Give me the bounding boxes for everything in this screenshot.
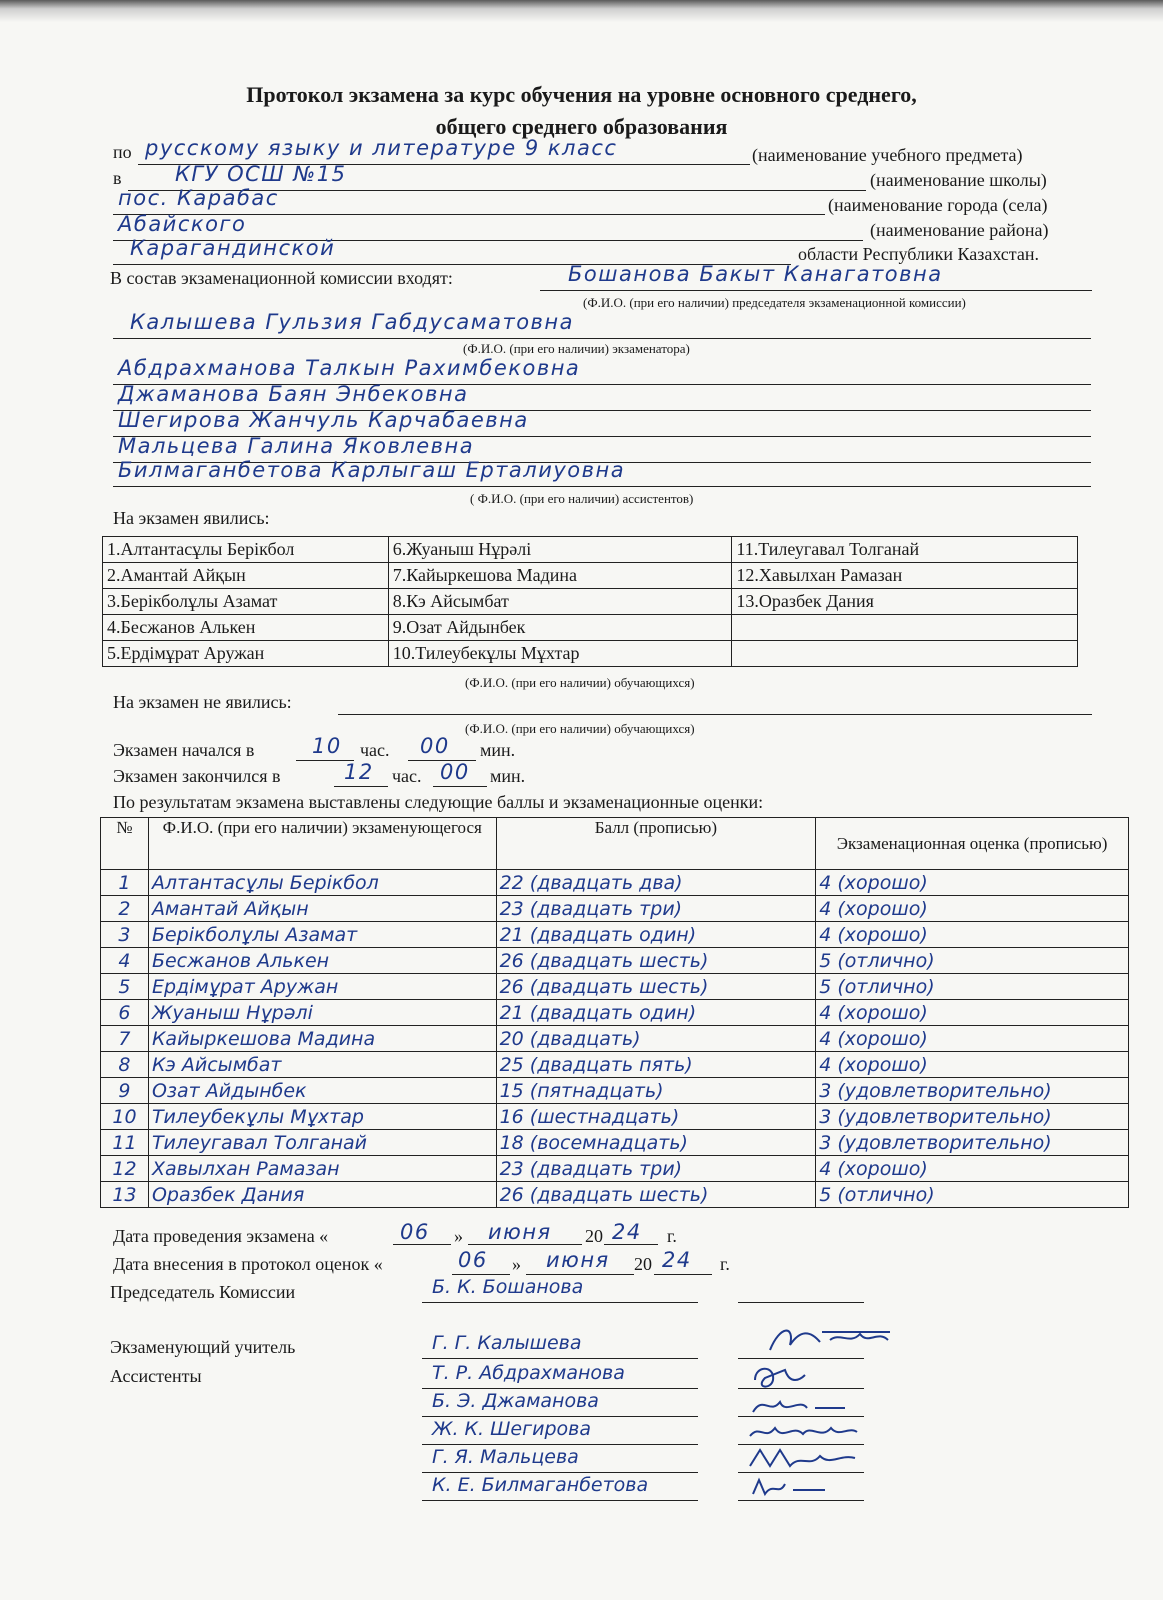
- attendance-cell: 8.Кэ Айсымбат: [388, 589, 732, 615]
- end-min: 00: [440, 760, 470, 784]
- exam-month-underline: [468, 1244, 582, 1245]
- teacher-sign-underline: [422, 1358, 698, 1359]
- table-row: [101, 1052, 1129, 1078]
- document-title-line2: общего среднего образования: [435, 114, 728, 139]
- result-score: 18 (восемнадцать): [496, 1130, 816, 1156]
- result-name: Оразбек Дания: [148, 1182, 496, 1208]
- assistant-signature-scribble-1: [745, 1360, 835, 1392]
- students-caption: (Ф.И.О. (при его наличии) обучающихся): [465, 675, 695, 690]
- table-row: [101, 1000, 1129, 1026]
- assistant-sign-name-5: К. Е. Билмаганбетова: [432, 1474, 649, 1496]
- entry-year-suffix: г.: [720, 1254, 730, 1274]
- result-score: 21 (двадцать один): [496, 922, 816, 948]
- end-hour: 12: [344, 760, 374, 784]
- chairman-name: Бошанова Бакыт Канагатовна: [568, 262, 943, 286]
- result-score: 22 (двадцать два): [496, 870, 816, 896]
- assistant-name-4: Мальцева Галина Яковлевна: [118, 434, 475, 458]
- entry-year-prefix: 20: [634, 1254, 652, 1274]
- document-title-line1: Протокол экзамена за курс обучения на уровне основного среднего,: [246, 82, 917, 107]
- entry-month-underline: [526, 1274, 634, 1275]
- result-grade: 3 (удовлетворительно): [816, 1104, 1129, 1130]
- result-num: 1: [101, 870, 149, 896]
- result-grade: 5 (отлично): [816, 948, 1129, 974]
- result-grade: 3 (удовлетворительно): [816, 1078, 1129, 1104]
- exam-date-quote: »: [454, 1226, 463, 1246]
- chairman-sign-name: Б. К. Бошанова: [432, 1276, 584, 1298]
- school-label: (наименование школы): [870, 170, 1047, 190]
- teacher-sign-label: Экзаменующий учитель: [110, 1337, 296, 1357]
- attendance-cell: 11.Тилеугавал Толганай: [732, 537, 1078, 563]
- entry-day: 06: [458, 1248, 488, 1272]
- result-name: Алтантасұлы Берікбол: [148, 870, 496, 896]
- absent-label: На экзамен не явились:: [113, 692, 292, 712]
- result-num: 10: [101, 1104, 149, 1130]
- table-row: [101, 896, 1129, 922]
- result-score: 21 (двадцать один): [496, 1000, 816, 1026]
- table-row: [101, 974, 1129, 1000]
- result-grade: 4 (хорошо): [816, 896, 1129, 922]
- subject-label: (наименование учебного предмета): [752, 145, 1023, 165]
- attendance-row: [103, 589, 1078, 615]
- result-name: Берікболұлы Азамат: [148, 922, 496, 948]
- examiner-underline: [113, 338, 1091, 339]
- col-header-grade: Экзаменационная оценка (прописью): [816, 818, 1129, 870]
- results-intro: По результатам экзамена выставлены следующие баллы и экзаменационные оценки:: [113, 792, 764, 812]
- assistant-sign-underline-3: [422, 1444, 698, 1445]
- attendance-table: [102, 536, 1078, 667]
- attendance-cell: [732, 615, 1078, 641]
- result-score: 26 (двадцать шесть): [496, 974, 816, 1000]
- result-num: 5: [101, 974, 149, 1000]
- table-row: [101, 1078, 1129, 1104]
- chairman-underline: [540, 290, 1092, 291]
- attendance-cell: 6.Жуаныш Нұрәлі: [388, 537, 732, 563]
- chairman-caption: (Ф.И.О. (при его наличии) председателя экзаменационной комиссии): [583, 295, 966, 310]
- result-grade: 4 (хорошо): [816, 922, 1129, 948]
- attendance-row: [103, 537, 1078, 563]
- attendance-cell: 10.Тилеубекұлы Мұхтар: [388, 641, 732, 667]
- result-score: 15 (пятнадцать): [496, 1078, 816, 1104]
- result-num: 3: [101, 922, 149, 948]
- table-row: [101, 948, 1129, 974]
- region-value: Карагандинской: [130, 236, 336, 260]
- entry-day-underline: [452, 1274, 510, 1275]
- result-name: Амантай Айқын: [148, 896, 496, 922]
- district-value: Абайского: [118, 212, 247, 236]
- school-value: КГУ ОСШ №15: [175, 162, 347, 186]
- district-label: (наименование района): [870, 220, 1049, 240]
- teacher-signature-scribble: [740, 1320, 900, 1360]
- result-grade: 5 (отлично): [816, 1182, 1129, 1208]
- result-score: 16 (шестнадцать): [496, 1104, 816, 1130]
- attendance-cell: [732, 641, 1078, 667]
- result-grade: 5 (отлично): [816, 974, 1129, 1000]
- city-label: (наименование города (села): [828, 195, 1048, 215]
- attendance-cell: 2.Амантай Айқын: [103, 563, 389, 589]
- result-num: 4: [101, 948, 149, 974]
- result-score: 26 (двадцать шесть): [496, 948, 816, 974]
- table-row: [101, 1130, 1129, 1156]
- result-num: 8: [101, 1052, 149, 1078]
- result-num: 13: [101, 1182, 149, 1208]
- assistants-caption: ( Ф.И.О. (при его наличии) ассистентов): [470, 491, 694, 506]
- attendance-cell: 3.Берікболұлы Азамат: [103, 589, 389, 615]
- start-min: 00: [420, 734, 450, 758]
- entry-date-label: Дата внесения в протокол оценок «: [113, 1254, 383, 1274]
- chairman-signature-line: [738, 1302, 864, 1303]
- chairman-sign-underline: [422, 1302, 698, 1303]
- exam-month: июня: [488, 1220, 552, 1244]
- result-score: 23 (двадцать три): [496, 896, 816, 922]
- entry-month: июня: [546, 1248, 610, 1272]
- exam-year-suffix: г.: [667, 1226, 677, 1246]
- end-min-word: мин.: [490, 766, 526, 786]
- assistant-sign-underline-1: [422, 1388, 698, 1389]
- attendance-row: [103, 563, 1078, 589]
- result-name: Тилеубекұлы Мұхтар: [148, 1104, 496, 1130]
- attendance-row: [103, 615, 1078, 641]
- result-name: Озат Айдынбек: [148, 1078, 496, 1104]
- result-num: 2: [101, 896, 149, 922]
- assistant-name-1: Абдрахманова Талкын Рахимбековна: [118, 356, 581, 380]
- result-num: 12: [101, 1156, 149, 1182]
- start-hour-word: час.: [360, 740, 390, 760]
- result-num: 7: [101, 1026, 149, 1052]
- entry-year: 24: [662, 1248, 692, 1272]
- exam-year: 24: [612, 1220, 642, 1244]
- subject-value: русскому языку и литературе 9 класс: [145, 136, 618, 160]
- assistant-signature-scribble-5: [745, 1474, 845, 1502]
- exam-day-underline: [393, 1244, 451, 1245]
- col-header-score: Балл (прописью): [496, 818, 816, 870]
- exam-end-label: Экзамен закончился в: [113, 766, 281, 786]
- result-grade: 4 (хорошо): [816, 870, 1129, 896]
- city-value: пос. Карабас: [118, 186, 279, 210]
- table-row: [101, 1104, 1129, 1130]
- result-name: Ердімұрат Аружан: [148, 974, 496, 1000]
- assistant-sign-underline-5: [422, 1500, 698, 1501]
- scan-top-edge: [0, 0, 1163, 22]
- end-hour-underline: [334, 786, 388, 787]
- absent-caption: (Ф.И.О. (при его наличии) обучающихся): [465, 721, 695, 736]
- attendance-row: [103, 641, 1078, 667]
- table-row: [101, 870, 1129, 896]
- attendance-cell: 13.Оразбек Дания: [732, 589, 1078, 615]
- result-name: Бесжанов Алькен: [148, 948, 496, 974]
- result-score: 26 (двадцать шесть): [496, 1182, 816, 1208]
- attendance-cell: 1.Алтантасұлы Берікбол: [103, 537, 389, 563]
- result-name: Кэ Айсымбат: [148, 1052, 496, 1078]
- result-name: Жуаныш Нұрәлі: [148, 1000, 496, 1026]
- region-label: области Республики Казахстан.: [798, 244, 1040, 264]
- result-name: Хавылхан Рамазан: [148, 1156, 496, 1182]
- start-min-word: мин.: [480, 740, 516, 760]
- chairman-sign-label: Председатель Комиссии: [110, 1282, 296, 1302]
- po-label: по: [113, 142, 132, 162]
- result-name: Кайыркешова Мадина: [148, 1026, 496, 1052]
- result-num: 9: [101, 1078, 149, 1104]
- table-row: [101, 1026, 1129, 1052]
- result-grade: 3 (удовлетворительно): [816, 1130, 1129, 1156]
- assistant-sign-underline-2: [422, 1416, 698, 1417]
- result-grade: 4 (хорошо): [816, 1156, 1129, 1182]
- table-row: [101, 1156, 1129, 1182]
- assistant-sign-name-1: Т. Р. Абдрахманова: [432, 1362, 625, 1384]
- exam-day: 06: [400, 1220, 430, 1244]
- assistant-signature-scribble-4: [745, 1444, 865, 1474]
- absent-underline: [338, 714, 1092, 715]
- result-grade: 4 (хорошо): [816, 1026, 1129, 1052]
- assistant-name-5: Билмаганбетова Карлыгаш Ерталиуовна: [118, 458, 626, 482]
- exam-start-label: Экзамен начался в: [113, 740, 255, 760]
- assistant-sign-name-4: Г. Я. Мальцева: [432, 1446, 579, 1468]
- attendance-cell: 5.Ердімұрат Аружан: [103, 641, 389, 667]
- exam-year-prefix: 20: [585, 1226, 603, 1246]
- col-header-name: Ф.И.О. (при его наличии) экзаменующегося: [148, 818, 496, 870]
- attendance-cell: 12.Хавылхан Рамазан: [732, 563, 1078, 589]
- present-label: На экзамен явились:: [113, 508, 270, 528]
- commission-intro: В состав экзаменационной комиссии входят:: [110, 268, 453, 288]
- assistant-sign-name-2: Б. Э. Джаманова: [432, 1390, 599, 1412]
- assistant-name-3: Шегирова Жанчуль Карчабаевна: [118, 408, 529, 432]
- table-row: [101, 1182, 1129, 1208]
- assistant-sign-underline-4: [422, 1472, 698, 1473]
- end-min-underline: [433, 786, 487, 787]
- result-score: 20 (двадцать): [496, 1026, 816, 1052]
- attendance-cell: 7.Кайыркешова Мадина: [388, 563, 732, 589]
- attendance-cell: 4.Бесжанов Алькен: [103, 615, 389, 641]
- result-num: 11: [101, 1130, 149, 1156]
- end-hour-word: час.: [392, 766, 422, 786]
- assistant-name-2: Джаманова Баян Энбековна: [118, 382, 469, 406]
- assistant-signature-scribble-3: [745, 1416, 865, 1446]
- entry-date-quote: »: [512, 1254, 521, 1274]
- v-label: в: [113, 168, 122, 188]
- col-header-num: №: [101, 818, 149, 870]
- result-name: Тилеугавал Толганай: [148, 1130, 496, 1156]
- examiner-name: Калышева Гульзия Габдусаматовна: [130, 310, 575, 334]
- assistant-underline-5: [113, 486, 1091, 487]
- assistant-sign-name-3: Ж. К. Шегирова: [432, 1418, 591, 1440]
- entry-year-underline: [654, 1274, 712, 1275]
- results-table: [100, 817, 1129, 1208]
- start-hour: 10: [312, 734, 342, 758]
- exam-year-underline: [604, 1244, 658, 1245]
- assistants-sign-label: Ассистенты: [110, 1366, 202, 1386]
- examiner-caption: (Ф.И.О. (при его наличии) экзаменатора): [463, 341, 690, 356]
- teacher-sign-name: Г. Г. Калышева: [432, 1332, 582, 1354]
- result-grade: 4 (хорошо): [816, 1000, 1129, 1026]
- attendance-cell: 9.Озат Айдынбек: [388, 615, 732, 641]
- result-grade: 4 (хорошо): [816, 1052, 1129, 1078]
- results-header-row: [101, 818, 1129, 870]
- result-score: 23 (двадцать три): [496, 1156, 816, 1182]
- exam-date-label: Дата проведения экзамена «: [113, 1226, 329, 1246]
- result-num: 6: [101, 1000, 149, 1026]
- table-row: [101, 922, 1129, 948]
- result-score: 25 (двадцать пять): [496, 1052, 816, 1078]
